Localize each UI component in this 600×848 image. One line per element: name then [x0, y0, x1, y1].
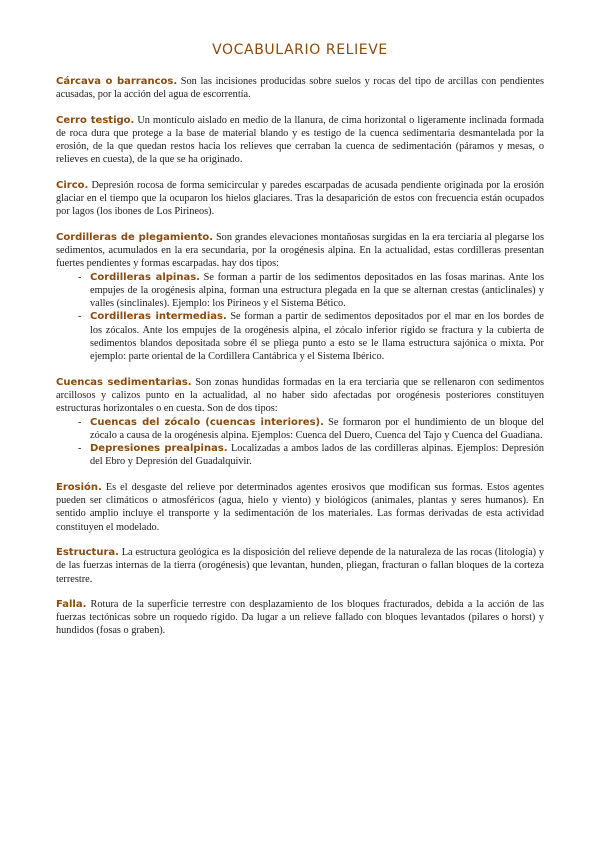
term-cordilleras-intermedias: Cordilleras intermedias.	[90, 311, 227, 323]
entry-carcava	[56, 75, 544, 102]
definition-circo: Depresión rocosa de forma semicircular y paredes escarpadas de acusada pendiente originada por la erosión glaciar en el tiempo que la ocuparon los hielos glaciares. Tras la desaparición de estos con frecuencia están ocupados por lagos (los ibones de Los Pirineos).	[56, 179, 544, 218]
term-carcava: Cárcava o barrancos.	[56, 76, 178, 87]
entry-estructura	[56, 546, 544, 586]
sublist-cuencas	[56, 416, 544, 469]
entry-cerro-testigo	[56, 114, 544, 167]
term-cerro-testigo: Cerro testigo.	[56, 114, 135, 126]
definition-cordilleras-alpinas: Se forman a partir de los sedimentos depositados en las fosas marinas. Ante los empujes de la orogénesis alpina, forman una estructura plegada en la que se alternan crestas (anticlinales) y valles (sinclinales). Ejemplo: los Pirineos y el Sistema Bético.	[90, 271, 545, 310]
term-cordilleras-plegamiento: Cordilleras de plegamiento.	[56, 231, 214, 243]
entry-cordilleras-plegamiento	[56, 231, 544, 364]
definition-cuencas-zocalo: Se formaron por el hundimiento de un bloque del zócalo a causa de la orogénesis alpina. Ejemplos: Cuenca del Duero, Cuenca del Tajo y Cuenca del Guadiana.	[90, 416, 544, 441]
entry-cuencas-sedimentarias	[56, 376, 544, 469]
entry-erosion	[56, 481, 544, 534]
term-cuencas-sedimentarias: Cuencas sedimentarias.	[56, 376, 192, 388]
term-falla: Falla.	[56, 598, 87, 610]
definition-cordilleras-plegamiento: Son grandes elevaciones montañosas surgidas en la era terciaria al plegarse los sedimentos, acumulados en la era secundaria, por la orogénesis alpina. En la actualidad, estas cordilleras presentan fuertes pendientes y formas escarpadas. hay dos tipos:	[56, 231, 544, 270]
sublist-cordilleras	[56, 271, 544, 364]
term-depresiones-prealpinas: Depresiones prealpinas.	[90, 443, 228, 455]
term-cuencas-zocalo: Cuencas del zócalo (cuencas interiores).	[90, 416, 324, 428]
term-cordilleras-alpinas: Cordilleras alpinas.	[90, 271, 200, 283]
definition-carcava: Son las incisiones producidas sobre suelos y rocas del tipo de arcillas con pendientes acusadas, por la acción del agua de escorrentía.	[56, 76, 544, 101]
definition-estructura: La estructura geológica es la disposición del relieve depende de la naturaleza de las rocas (litología) y de las fuerzas internas de la tierra (orogénesis) que levantan, hunden, pliegan, fracturan o fallan bloques de la corteza terrestre.	[56, 546, 544, 585]
list-item-cordilleras-intermedias	[78, 310, 544, 363]
definition-erosion: Es el desgaste del relieve por determinados agentes erosivos que modifican sus formas. Estos agentes pueden ser climáticos o atmosféricos (agua, hielo y viento) y biológicos (animales, plantas y seres humanos). En sentido amplio incluye el transporte y la sedimentación de los materiales. Las formas derivadas de esta actividad constituyen el modelado.	[56, 481, 544, 533]
list-item-cuencas-zocalo	[78, 416, 544, 443]
definition-cerro-testigo: Un montículo aislado en medio de la llanura, de cima horizontal o ligeramente inclinada formada de roca dura que protege a la base de material blando y es testigo de la cuenca sedimentaria desmantelada por la erosión, de la que quedan restos hacia los relieves que cerraban la cuenca de sedimentación (páramos y mesas, o relieves en cuesta), de la que se ha originado.	[56, 114, 544, 166]
term-circo: Circo.	[56, 179, 89, 191]
page-title: VOCABULARIO RELIEVE	[212, 42, 388, 58]
entry-falla	[56, 598, 544, 638]
list-item-depresiones-prealpinas	[78, 442, 544, 469]
definition-depresiones-prealpinas: Localizadas a ambos lados de las cordilleras alpinas. Ejemplos: Depresión del Ebro y Depresión del Guadalquivir.	[90, 443, 545, 468]
term-erosion: Erosión.	[56, 481, 102, 493]
definition-falla: Rotura de la superficie terrestre con desplazamiento de los bloques fracturados, debida a la acción de las fuerzas tectónicas sobre un roquedo rígido. Da lugar a un relieve fallado con bloques levantados (pilares o horst) y hundidos (fosas o graben).	[56, 598, 544, 637]
list-item-cordilleras-alpinas	[78, 271, 544, 311]
entry-circo	[56, 179, 544, 219]
definition-cordilleras-intermedias: Se forman a partir de sedimentos depositados por el mar en los bordes de los zócalos. Ante los empujes de la orogénesis alpina, el zócalo inferior rígido se fractura y la cubierta de sedimentos blandos depositada sobre él se pliega punto a esto se le llama estructura sajónica o mixta. Por ejemplo: parte oriental de la Cordillera Cantábrica y el Sistema Ibérico.	[90, 311, 544, 363]
term-estructura: Estructura.	[56, 546, 119, 558]
definition-cuencas-sedimentarias: Son zonas hundidas formadas en la era terciaria que se rellenaron con sedimentos arcillosos y calizos punto en la actualidad, al no haber sido afectadas por orogénesis posteriores constituyen estructuras horizontales o en cuesta. Son de dos tipos:	[56, 376, 544, 415]
